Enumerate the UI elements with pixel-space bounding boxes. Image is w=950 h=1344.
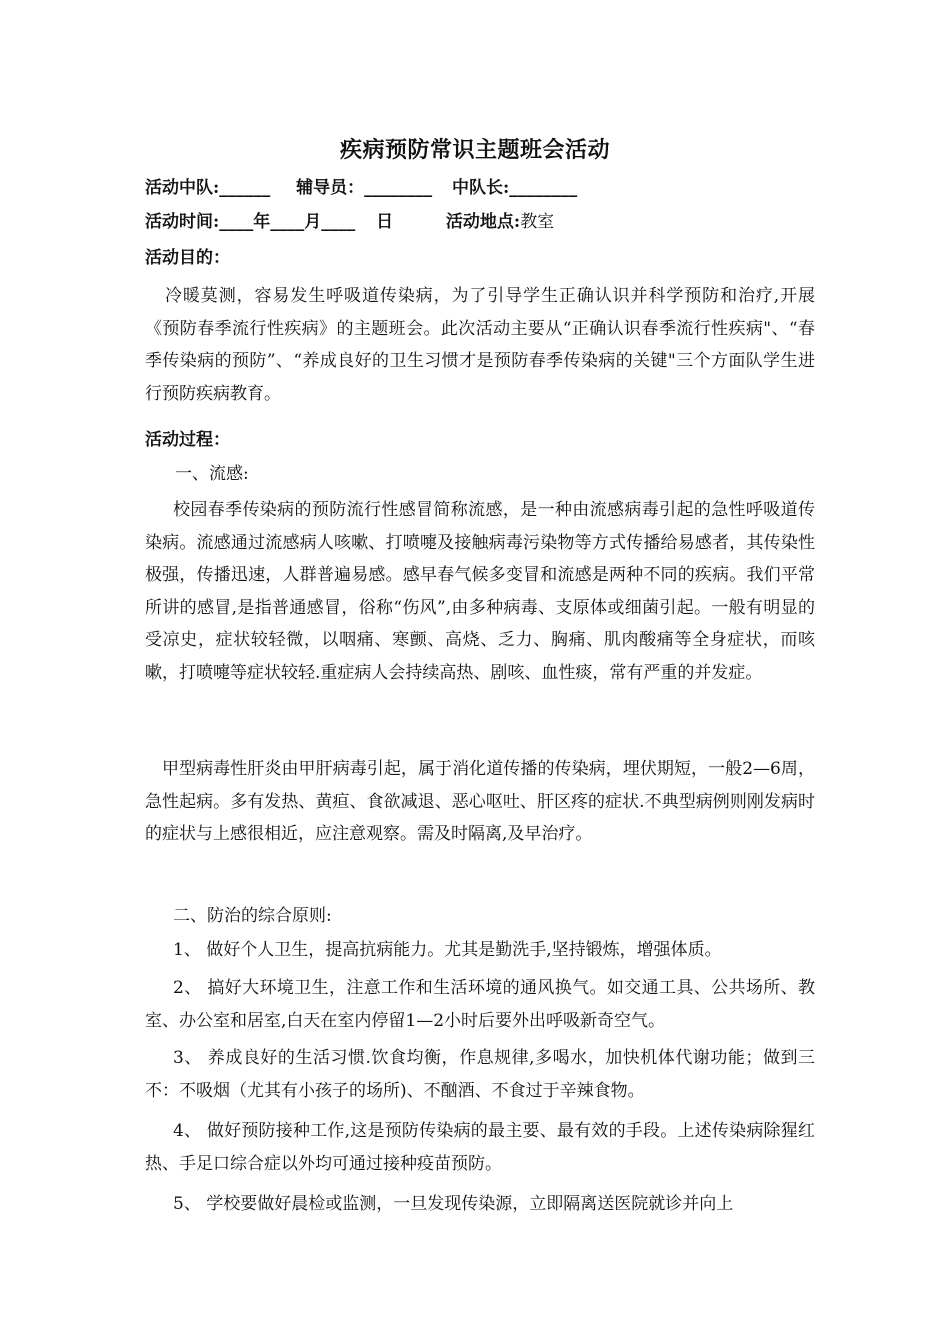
section-1-heading: 一、流感:	[175, 464, 249, 484]
place-label: 活动地点:	[445, 212, 521, 232]
place-value: 教室	[520, 212, 555, 232]
squadron-field: 活动中队:______	[145, 178, 271, 198]
day-label: 日	[376, 212, 394, 232]
purpose-paragraph: 冷暖莫测，容易发生呼吸道传染病，为了引导学生正确认识并科学预防和治疗,开展《预防春季流行性疾病》的主题班会。此次活动主要从“正确认识春季流行性疾病"、“春季传染病的预防”、“养成良好的卫生习惯才是预防春季传染病的关键"三个方面队学生进行预防疾病教育。	[145, 286, 815, 404]
principle-item-4: 4、 做好预防接种工作,这是预防传染病的最主要、最有效的手段。上述传染病除猩红热、手足口综合症以外均可通过接种疫苗预防。	[145, 1121, 815, 1174]
principle-item-2: 2、 搞好大环境卫生，注意工作和生活环境的通风换气。如交通工具、公共场所、教室、办公室和居室,白天在室内停留1—2小时后要外出呼吸新奇空气。	[145, 978, 815, 1031]
principle-item-1: 1、 做好个人卫生，提高抗病能力。尤其是勤洗手,坚持锻炼，增强体质。	[173, 940, 722, 960]
time-field: 活动时间:____年____月____	[145, 212, 356, 232]
captain-field: 中队长:________	[451, 178, 578, 198]
principle-item-5: 5、 学校要做好晨检或监测，一旦发现传染源，立即隔离送医院就诊并向上	[173, 1194, 734, 1214]
principle-item-3: 3、 养成良好的生活习惯.饮食均衡，作息规律,多喝水，加快机体代谢功能；做到三不：不吸烟（尤其有小孩子的场所)、不酗酒、不食过于辛辣食物。	[145, 1048, 815, 1101]
process-heading: 活动过程：	[145, 430, 230, 450]
info-line-1	[145, 176, 815, 200]
document-title: 疾病预防常识主题班会活动	[339, 137, 610, 163]
info-line-2	[145, 210, 815, 234]
section-1-paragraph-1: 校园春季传染病的预防流行性感冒简称流感，是一种由流感病毒引起的急性呼吸道传染病。流感通过流感病人咳嗽、打喷嚏及接触病毒污染物等方式传播给易感者，其传染性极强，传播迅速，人群普遍易感。感早春气候多变冒和流感是两种不同的疾病。我们平常所讲的感冒,是指普通感冒，俗称“伤风”,由多种病毒、支原体或细菌引起。一般有明显的受凉史，症状较轻微，以咽痛、寒颤、高烧、乏力、胸痛、肌肉酸痛等全身症状，而咳嗽，打喷嚏等症状较轻.重症病人会持续高热、剧咳、血性痰，常有严重的并发症。	[145, 500, 815, 683]
counselor-field: 辅导员：________	[296, 178, 433, 198]
section-2-heading: 二、防治的综合原则:	[173, 906, 332, 926]
section-1-paragraph-2: 甲型病毒性肝炎由甲肝病毒引起，属于消化道传播的传染病，埋伏期短，一般2—6周，急性起病。多有发热、黄疸、食欲减退、恶心呕吐、肝区疼的症状.不典型病例则刚发病时的症状与上感很相近，应注意观察。需及时隔离,及早治疗。	[145, 759, 815, 844]
purpose-heading: 活动目的：	[145, 248, 230, 268]
